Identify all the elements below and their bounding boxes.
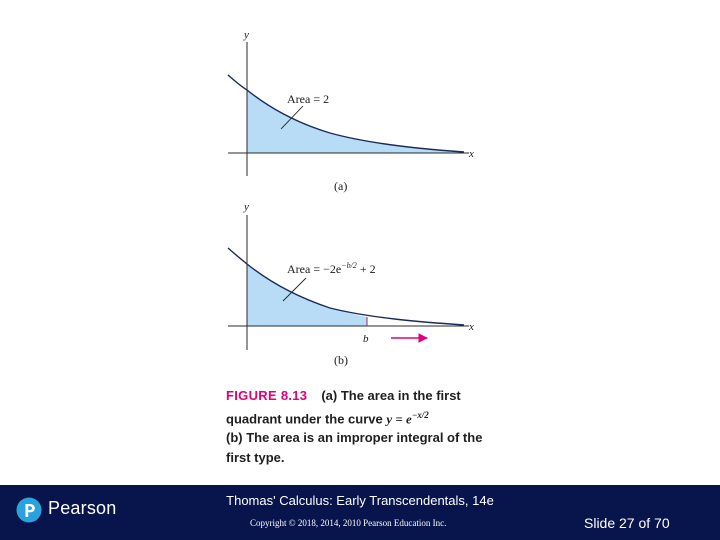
caption-line-3: (b) The area is an improper integral of the: [226, 430, 483, 446]
slide-number: Slide 27 of 70: [584, 515, 670, 531]
panel-a: [228, 29, 474, 193]
caption-line-2: quadrant under the curve: [226, 410, 383, 426]
copyright-text: Copyright © 2018, 2014, 2010 Pearson Education Inc.: [250, 518, 447, 528]
panel-label: (a): [334, 179, 348, 193]
x-axis-label: x: [469, 321, 474, 333]
area-label: Area = $-2e^{-b/2} + 2$: [287, 261, 376, 276]
shaded-area: [247, 90, 464, 153]
b-label: b: [363, 333, 369, 345]
panel-label: (b): [334, 353, 348, 367]
y-axis-label: y: [244, 201, 249, 213]
area-label: Area = 2: [287, 92, 330, 106]
caption-equation: y = e: [386, 410, 412, 426]
caption-equation-exponent: −x/2: [411, 409, 429, 420]
panel-b: [228, 201, 474, 367]
caption-line-1: (a) The area in the first: [321, 388, 461, 403]
figure-title: FIGURE 8.13: [226, 388, 308, 403]
figure-caption: [226, 386, 486, 467]
caption-line-4: first type.: [226, 449, 285, 465]
pearson-wordmark: Pearson: [48, 498, 117, 518]
book-title: Thomas' Calculus: Early Transcendentals, 14e: [226, 493, 494, 508]
x-axis-label: x: [469, 148, 474, 160]
footer-bar: [0, 485, 720, 540]
y-axis-label: y: [244, 29, 249, 41]
